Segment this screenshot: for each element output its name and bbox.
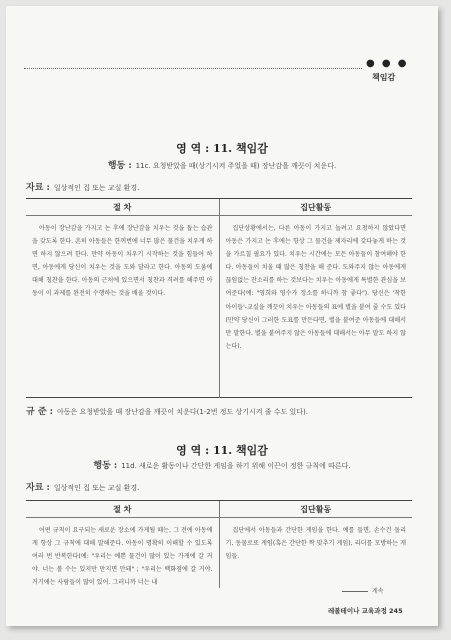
table-body	[26, 216, 412, 398]
section-tag: 책임감	[372, 73, 396, 82]
procedure-cell: 아동이 장난감을 가지고 논 후에 장난감을 치우는 것을 돕는 습관을 갖도록 한다. 흔히 아동들은 한꺼번에 너무 많은 물건을 치우게 하면 하지 않으려 한다. 만약 아동이 치우기 시작하는 것을 힘들어 하면, 아동에게 당신이 치우는 것을 도와 달라고 한다. 아동의 도움에 대해 칭찬을 한다. 아동의 근처에 있으면서 칭찬과 격려를 해주면 아동이 이 과제를 완전히 수행하는 것을 배울 것이다.	[26, 216, 220, 398]
unit-title: 영 역 : 11. 책임감	[176, 142, 268, 155]
procedure-cell: 어떤 규칙이 요구되는 새로운 장소에 가게될 때는, 그 전에 아동에게 항상 그 규칙에 대해 말해준다. 아동이 명확히 이해할 수 있도록 여러 번 반복한다(예: "우리는 예쁜 물건이 많이 있는 가게에 갈 거야. 너는 볼 수는 있지만 만지면 안돼" ; "우리는 백화점에 갈 거야. 거기에는 사람들이 많이 있어. 그러니까 너는 내	[26, 518, 220, 588]
table-body	[26, 518, 412, 588]
procedure-table	[26, 198, 412, 398]
criterion-label: 규 준 :	[26, 407, 53, 417]
group-activity-cell: 집단에서 아동들과 간단한 게임을 한다. 예를 들면, 손수건 돌리기, 동물로또 게임(혹은 간단한 짝 맞추기 게임), 리더를 모방하는 게임들.	[225, 527, 406, 561]
unit-title: 영 역 : 11. 책임감	[176, 444, 268, 457]
material-label: 자료 :	[26, 483, 50, 493]
header-dots: ● ● ●	[366, 58, 409, 69]
page-footer: 레볼테이나 교육과정 245	[328, 607, 403, 615]
behavior-label: 행동 :	[93, 461, 118, 471]
group-activity-cell: 집단상황에서는, 다른 아동이 가지고 놀려고 요청하지 않았다면 아동은 가지고 논 후에는 항상 그 물건을 제자리에 갖다놓게 하는 것을 가르칠 필요가 있다. 치우는 시간에는 모든 아동들이 참여해야 한다. 아동들이 치울 때 많은 칭찬을 해 준다. 도와주지 않는 아동에게 끊임없는 잔소리를 하는 것보다는 치우는 아동에게 특별한 관심을 보여준다(예: "영희와 영수가 정소를 하니까 참 좋다"). 당신은 '착한 아이들'-교실을 깨끗이 치우는 아동들의 표에 별을 붙여 줄 수도 있다(만약 당신이 그러한 도표를 만든다면, 별을 붙여준 아동들에 대해서만 말한다. 별을 붙여주지 않은 아동들에 대해서는 아무 말도 하지 않는다).	[225, 225, 406, 350]
continued-rule	[342, 591, 368, 592]
col-group-header: 집단활동	[300, 504, 332, 514]
behavior-text: 11d. 새로운 활동이나 간단한 게임을 하기 위해 이끈이 정한 규칙에 따른다.	[121, 462, 351, 470]
col-group-header: 집단활동	[300, 202, 332, 212]
continued-text: 계속	[372, 588, 384, 595]
behavior-label: 행동 :	[107, 161, 132, 171]
behavior-line	[6, 458, 438, 471]
behavior-text: 11c. 요청받았을 때(상기시켜 주었을 때) 장난감을 깨끗이 치운다.	[135, 162, 337, 170]
col-procedure-header: 절 차	[26, 199, 220, 215]
material-text: 일상적인 집 또는 교실 환경.	[53, 184, 140, 192]
material-text: 일상적인 집 또는 교실 환경.	[53, 484, 140, 492]
header-rule	[24, 68, 362, 69]
table-header	[26, 199, 412, 216]
continued-note	[342, 586, 384, 595]
material-line	[26, 180, 139, 193]
material-line	[26, 480, 139, 493]
procedure-table	[26, 500, 412, 591]
table-header	[26, 501, 412, 518]
criterion-line	[26, 404, 308, 417]
criterion-text: 아동은 요청받았을 때 장난감을 깨끗이 치운다(1-2번 정도 상기시켜 줄 수도 있다).	[56, 408, 308, 416]
material-label: 자료 :	[26, 183, 50, 193]
behavior-line	[6, 158, 438, 171]
col-procedure-header: 절 차	[26, 501, 220, 517]
page	[6, 6, 438, 626]
